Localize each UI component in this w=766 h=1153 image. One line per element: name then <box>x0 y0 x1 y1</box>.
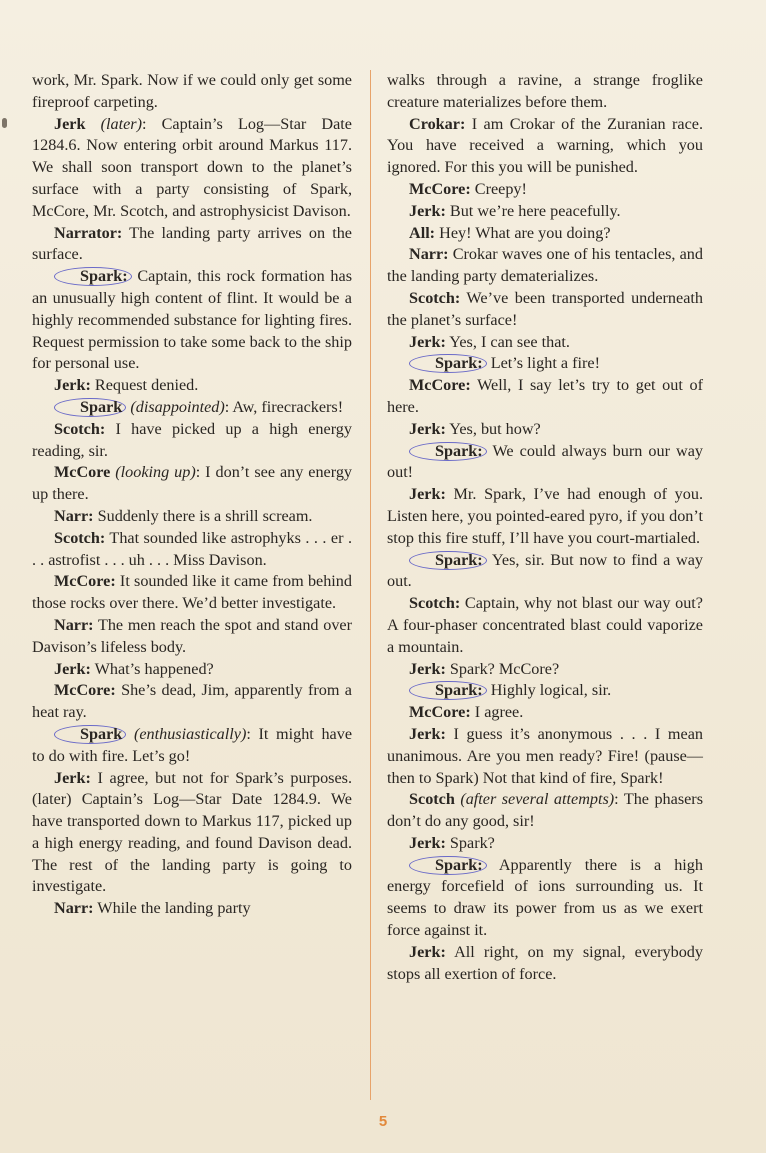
line-text: I have picked up a high energy reading, sir. <box>32 419 352 460</box>
column-divider <box>370 70 371 1100</box>
speaker-name: Narrator: <box>54 223 123 242</box>
speaker-name: Jerk: <box>409 659 446 678</box>
paragraph <box>32 419 352 463</box>
circled-speaker-name: Spark <box>54 398 126 417</box>
paragraph <box>387 201 703 223</box>
paragraph <box>387 724 703 789</box>
line-text: It sounded like it came from behind those rocks over there. We’d better investigate. <box>32 572 352 613</box>
stage-direction: (disappointed) <box>130 397 225 416</box>
line-text: : It might have to do with fire. Let’s go! <box>32 724 353 765</box>
line-text: : Captain’s Log—Star Date 1284.6. Now entering orbit around Markus 117. We shall soon transport down to the planet’s surface with a party consisting of Spark, McCore, Mr. Scotch, and astrophysicist Davison. <box>32 114 352 220</box>
paragraph <box>32 528 352 572</box>
paragraph <box>387 375 703 419</box>
line-text: I agree, but not for Spark’s purposes. (later) Captain’s Log—Star Date 1284.9. We have transported down to Markus 117, picked up a high energy reading, and found Davison dead. The rest of the landing party is going to investigate. <box>32 768 352 896</box>
paragraph <box>387 419 703 441</box>
speaker-name: Jerk: <box>409 942 446 961</box>
line-text: Yes, I can see that. <box>445 332 570 351</box>
line-text: Highly logical, sir. <box>486 681 612 700</box>
paragraph <box>387 789 703 833</box>
line-text: I guess it’s anonymous . . . I mean unanimous. Are you men ready? Fire! (pause—then to Spark) Not that kind of fire, Spark! <box>387 724 703 787</box>
paragraph <box>32 659 352 681</box>
line-text: Captain, why not blast our way out? A four-phaser concentrated blast could vaporize a mountain. <box>387 594 703 656</box>
paragraph <box>387 244 703 288</box>
paragraph <box>387 70 703 114</box>
line-text: She’s dead, Jim, apparently from a heat ray. <box>32 681 352 722</box>
speaker-name: Narr: <box>54 506 94 525</box>
line-text: Hey! What are you doing? <box>435 223 611 242</box>
line-text: But we’re here peacefully. <box>445 201 621 220</box>
line-text: What’s happened? <box>90 659 214 678</box>
line-text: Captain, this rock formation has an unusually high content of flint. It would be a highly recommended substance for lighting fires. Request permission to take some back to the ship for personal use. <box>32 267 352 373</box>
line-text: work, Mr. Spark. Now if we could only get some fireproof carpeting. <box>32 71 352 111</box>
stage-direction: (enthusiastically) <box>133 724 247 743</box>
stage-direction: (looking up) <box>115 463 196 482</box>
paragraph <box>387 223 703 245</box>
circled-speaker-name: Spark: <box>54 267 132 286</box>
paragraph <box>32 615 352 659</box>
page-number: 5 <box>378 1113 388 1130</box>
speaker-name: Jerk: <box>409 485 446 504</box>
paragraph <box>387 353 703 375</box>
paragraph <box>32 70 352 114</box>
line-text: Suddenly there is a shrill scream. <box>93 506 313 525</box>
circled-speaker-name: Spark: <box>409 442 487 461</box>
line-text: We could always burn our way out! <box>387 441 703 482</box>
line-text: : The phasers don’t do any good, sir! <box>387 790 703 831</box>
speaker-name: Jerk: <box>54 768 91 787</box>
line-text: Mr. Spark, I’ve had enough of you. Listen here, you pointed-eared pyro, if you don’t stop this fire stuff, I’ll have you court-martialed. <box>387 485 703 547</box>
circled-speaker-name: Spark: <box>409 354 487 373</box>
speaker-name: Jerk: <box>54 659 91 678</box>
line-text: Yes, but how? <box>445 419 541 438</box>
line-text: All right, on my signal, everybody stops all exertion of force. <box>387 942 703 983</box>
line-text: Well, I say let’s try to get out of here. <box>387 376 703 416</box>
paragraph <box>387 702 703 724</box>
speaker-name: McCore: <box>54 681 116 700</box>
line-text: Spark? <box>445 833 495 852</box>
stage-direction: (after several attempts) <box>460 790 615 809</box>
paragraph <box>387 855 703 942</box>
speaker-name: Jerk: <box>409 201 446 220</box>
speaker-name: Jerk: <box>409 724 446 743</box>
paragraph <box>32 397 352 419</box>
line-text: Request denied. <box>90 376 199 395</box>
paragraph <box>387 179 703 201</box>
line-text: : I don’t see any energy up there. <box>32 463 353 504</box>
speaker-name: Scotch: <box>409 288 461 307</box>
paragraph <box>32 462 352 506</box>
paragraph <box>387 288 703 332</box>
speaker-name: McCore: <box>409 179 471 198</box>
speaker-name: All: <box>409 223 436 242</box>
speaker-name: McCore <box>54 463 111 482</box>
paragraph <box>387 833 703 855</box>
line-text: Let’s light a fire! <box>486 354 600 373</box>
paragraph <box>387 114 703 179</box>
speaker-name: McCore: <box>409 703 471 722</box>
line-text: We’ve been transported underneath the planet’s surface! <box>387 288 703 329</box>
stage-direction: (later) <box>100 114 142 133</box>
paragraph <box>387 659 703 681</box>
speaker-name: Scotch: <box>54 528 106 547</box>
paragraph <box>32 375 352 397</box>
circled-speaker-name: Spark <box>54 725 126 744</box>
speaker-name: Jerk: <box>409 332 446 351</box>
binding-hole <box>2 118 7 128</box>
speaker-name: Jerk: <box>409 833 446 852</box>
speaker-name: McCore: <box>54 572 116 591</box>
left-column <box>32 70 352 920</box>
speaker-name: Scotch: <box>409 594 461 613</box>
line-text: I agree. <box>470 703 524 722</box>
right-column <box>387 70 703 985</box>
line-text: : Aw, firecrackers! <box>224 397 344 416</box>
paragraph <box>32 571 352 615</box>
paragraph <box>387 441 703 485</box>
line-text: The men reach the spot and stand over Davison’s lifeless body. <box>32 615 352 656</box>
speaker-name: Crokar: <box>409 114 466 133</box>
speaker-name: Jerk: <box>54 376 91 395</box>
circled-speaker-name: Spark: <box>409 681 487 700</box>
line-text: Apparently there is a high energy forcefield of ions surrounding us. It seems to draw its power from us as we exert force against it. <box>387 855 703 940</box>
paragraph <box>387 680 703 702</box>
paragraph <box>32 724 352 768</box>
line-text: Creepy! <box>470 179 527 198</box>
speaker-name: Narr: <box>54 899 94 918</box>
paragraph <box>32 768 352 899</box>
circled-speaker-name: Spark: <box>409 551 487 570</box>
line-text: Yes, sir. But now to find a way out. <box>387 550 703 591</box>
line-text: The landing party arrives on the surface. <box>32 223 352 264</box>
paragraph <box>387 484 703 549</box>
speaker-name: Jerk: <box>409 419 446 438</box>
paragraph <box>32 114 352 223</box>
paragraph <box>387 593 703 658</box>
paragraph <box>32 266 352 375</box>
line-text: While the landing party <box>93 899 251 918</box>
line-text: Spark? McCore? <box>445 659 560 678</box>
speaker-name: Scotch <box>409 790 455 809</box>
speaker-name: Scotch: <box>54 419 106 438</box>
speaker-name: McCore: <box>409 376 471 395</box>
line-text: Crokar waves one of his tentacles, and the landing party dematerializes. <box>387 245 703 286</box>
speaker-name: Jerk <box>54 114 86 133</box>
paragraph <box>32 223 352 267</box>
line-text: That sounded like astrophyks . . . er . . . astrofist . . . uh . . . Miss Davison. <box>32 528 352 569</box>
paragraph <box>387 942 703 986</box>
line-text: I am Crokar of the Zuranian race. You have received a warning, which you ignored. For this you will be punished. <box>387 114 703 177</box>
paragraph <box>387 332 703 354</box>
circled-speaker-name: Spark: <box>409 856 487 875</box>
speaker-name: Narr: <box>54 615 94 634</box>
paragraph <box>32 898 352 920</box>
paragraph <box>32 680 352 724</box>
paragraph <box>387 550 703 594</box>
line-text: walks through a ravine, a strange froglike creature materializes before them. <box>387 71 703 111</box>
paragraph <box>32 506 352 528</box>
speaker-name: Narr: <box>409 245 449 264</box>
